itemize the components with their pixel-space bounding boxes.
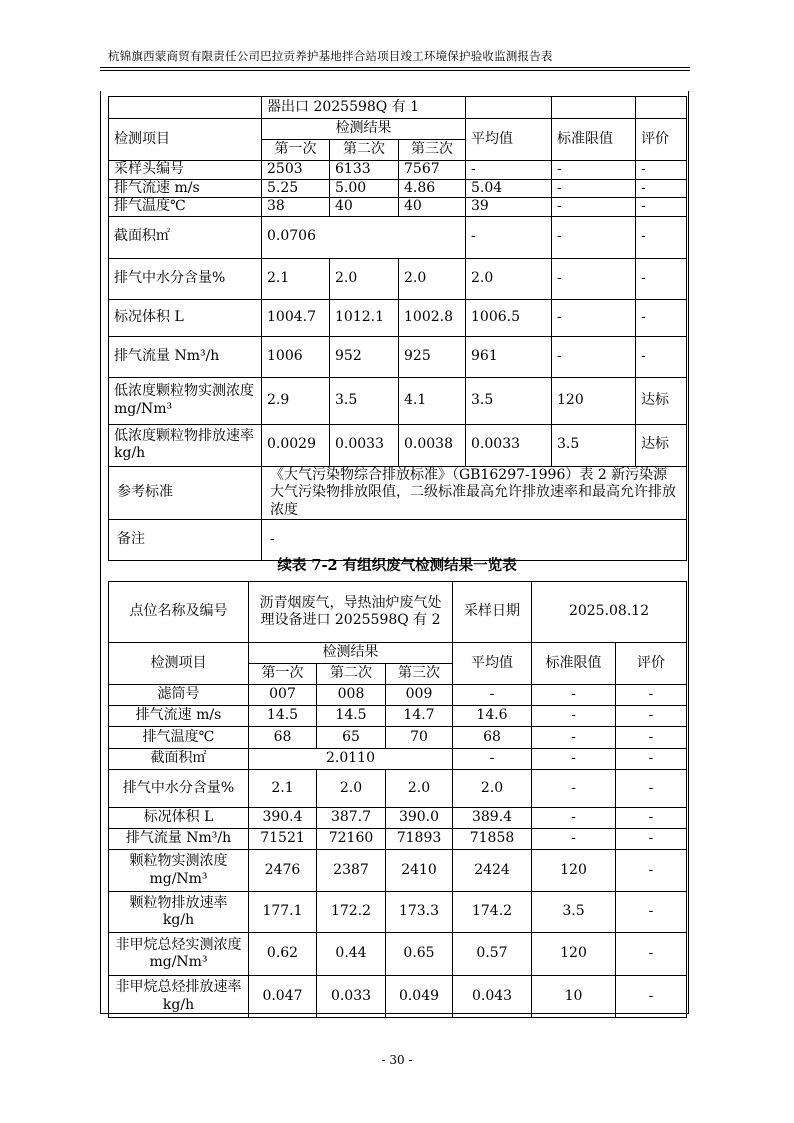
table-row xyxy=(109,727,687,749)
run-3-value: 009 xyxy=(386,685,453,706)
run-2-value: 2387 xyxy=(317,850,386,892)
avg-value: - xyxy=(453,749,532,770)
row-label: 排气温度℃ xyxy=(109,727,249,749)
run-2-value: 5.00 xyxy=(330,179,399,198)
avg-value: 14.6 xyxy=(453,706,532,727)
t1-header-eval: 评价 xyxy=(636,119,687,161)
table-row xyxy=(109,377,687,424)
run-2-value: 0.033 xyxy=(317,976,386,1018)
limit-value: - xyxy=(532,808,616,829)
eval-value: - xyxy=(636,179,687,198)
t2-header-limit: 标准限值 xyxy=(532,643,616,685)
avg-value: 2424 xyxy=(453,850,532,892)
avg-value: 1006.5 xyxy=(466,299,552,336)
avg-value: 0.57 xyxy=(453,933,532,976)
avg-value: 174.2 xyxy=(453,892,532,933)
row-label: 排气流速 m/s xyxy=(109,706,249,727)
t1-point-continued: 器出口 2025598Q 有 1 xyxy=(262,97,466,119)
run-1-value: 2476 xyxy=(249,850,317,892)
table-row xyxy=(109,892,687,933)
limit-value: 120 xyxy=(532,850,616,892)
avg-value: 5.04 xyxy=(466,179,552,198)
table-row xyxy=(109,336,687,377)
row-label: 排气流量 Nm³/h xyxy=(109,829,249,850)
run-3-value: 70 xyxy=(386,727,453,749)
row-label: 排气中水分含量% xyxy=(109,258,262,299)
table-row xyxy=(109,706,687,727)
table-row xyxy=(109,808,687,829)
run-1-value: 5.25 xyxy=(262,179,330,198)
eval-value: - xyxy=(636,299,687,336)
run-3-value: 4.86 xyxy=(399,179,466,198)
table-caption: 续表 7-2 有组织废气检测结果一览表 xyxy=(277,557,517,574)
run-1-value: 1004.7 xyxy=(262,299,330,336)
row-label: 采样头编号 xyxy=(109,161,262,180)
table-row xyxy=(109,770,687,808)
eval-value: - xyxy=(616,749,687,770)
limit-value: 120 xyxy=(532,933,616,976)
limit-value: - xyxy=(532,770,616,808)
avg-value: - xyxy=(466,161,552,180)
t2-date-label: 采样日期 xyxy=(453,582,532,643)
avg-value: 961 xyxy=(466,336,552,377)
eval-value: - xyxy=(616,706,687,727)
row-label: 非甲烷总烃排放速率 kg/h xyxy=(109,976,249,1018)
row-label: 滤筒号 xyxy=(109,685,249,706)
run-3-value: 1002.8 xyxy=(399,299,466,336)
run-3-value: 2.0 xyxy=(386,770,453,808)
avg-value: 68 xyxy=(453,727,532,749)
run-1-value: 0.0029 xyxy=(262,424,330,466)
run-2-value: 65 xyxy=(317,727,386,749)
run-3-value: 0.0038 xyxy=(399,424,466,466)
row-label: 低浓度颗粒物实测浓度 mg/Nm³ xyxy=(109,377,262,424)
run-1-value: 0.62 xyxy=(249,933,317,976)
eval-value: - xyxy=(616,808,687,829)
run-1-value: 68 xyxy=(249,727,317,749)
limit-value: - xyxy=(552,336,636,377)
run-3-value: 925 xyxy=(399,336,466,377)
run-2-value: 1012.1 xyxy=(330,299,399,336)
row-label: 排气流速 m/s xyxy=(109,179,262,198)
t2-date-value: 2025.08.12 xyxy=(532,582,687,643)
run-2-value: 0.0033 xyxy=(330,424,399,466)
run-2-value: 72160 xyxy=(317,829,386,850)
t1-header-results: 检测结果 xyxy=(262,119,466,140)
eval-value: - xyxy=(616,976,687,1018)
note-text: - xyxy=(262,520,687,561)
limit-value: - xyxy=(552,161,636,180)
t1-top-eval-cell xyxy=(636,97,687,119)
limit-value: - xyxy=(552,216,636,258)
avg-value: 0.043 xyxy=(453,976,532,1018)
run-2-value: 14.5 xyxy=(317,706,386,727)
run-2-value: 0.44 xyxy=(317,933,386,976)
run-3-value: 0.65 xyxy=(386,933,453,976)
run-3-value: 71893 xyxy=(386,829,453,850)
run-3-value: 4.1 xyxy=(399,377,466,424)
limit-value: - xyxy=(532,829,616,850)
limit-value: - xyxy=(532,727,616,749)
t1-top-avg-cell xyxy=(466,97,552,119)
table-row xyxy=(109,198,687,217)
table-row xyxy=(109,424,687,466)
table-row xyxy=(109,161,687,180)
eval-value: - xyxy=(616,829,687,850)
run-3-value: 173.3 xyxy=(386,892,453,933)
area-value: 2.0110 xyxy=(249,749,453,770)
table-row xyxy=(109,850,687,892)
eval-value: 达标 xyxy=(636,424,687,466)
table-row xyxy=(109,933,687,976)
note-label: 备注 xyxy=(109,520,262,561)
t1-header-run-1: 第一次 xyxy=(262,140,330,161)
run-3-value: 0.049 xyxy=(386,976,453,1018)
row-label: 非甲烷总烃实测浓度 mg/Nm³ xyxy=(109,933,249,976)
eval-value: - xyxy=(636,216,687,258)
t2-header-run-3: 第三次 xyxy=(386,664,453,685)
table-row xyxy=(109,976,687,1018)
run-1-value: 2.1 xyxy=(249,770,317,808)
limit-value: 3.5 xyxy=(552,424,636,466)
t1-top-limit-cell xyxy=(552,97,636,119)
run-1-value: 177.1 xyxy=(249,892,317,933)
eval-value: - xyxy=(616,727,687,749)
t2-header-avg: 平均值 xyxy=(453,643,532,685)
run-2-value: 2.0 xyxy=(330,258,399,299)
report-header-title: 杭锦旗西蒙商贸有限责任公司巴拉贡养护基地拌合站项目竣工环境保护验收监测报告表 xyxy=(108,49,553,63)
table-emission-results-1 xyxy=(108,96,687,561)
run-2-value: 6133 xyxy=(330,161,399,180)
limit-value: 120 xyxy=(552,377,636,424)
t2-point-label: 点位名称及编号 xyxy=(109,582,249,643)
t2-point-value: 沥青烟废气，导热油炉废气处理设备进口 2025598Q 有 2 xyxy=(249,582,453,643)
row-label: 截面积㎡ xyxy=(109,216,262,258)
limit-value: 10 xyxy=(532,976,616,1018)
run-1-value: 0.047 xyxy=(249,976,317,1018)
page-number: - 30 - xyxy=(381,1053,413,1067)
avg-value: - xyxy=(453,685,532,706)
avg-value: 0.0033 xyxy=(466,424,552,466)
row-label: 标况体积 L xyxy=(109,299,262,336)
run-1-value: 2.9 xyxy=(262,377,330,424)
run-3-value: 390.0 xyxy=(386,808,453,829)
run-3-value: 7567 xyxy=(399,161,466,180)
t1-header-avg: 平均值 xyxy=(466,119,552,161)
reference-label: 参考标准 xyxy=(109,466,262,520)
run-1-value: 2.1 xyxy=(262,258,330,299)
run-1-value: 1006 xyxy=(262,336,330,377)
eval-value: - xyxy=(616,770,687,808)
eval-value: - xyxy=(636,258,687,299)
run-1-value: 38 xyxy=(262,198,330,217)
header-rule-thin xyxy=(100,70,690,71)
run-2-value: 387.7 xyxy=(317,808,386,829)
table-row xyxy=(109,258,687,299)
table-row-area xyxy=(109,749,687,770)
row-label: 截面积㎡ xyxy=(109,749,249,770)
row-label: 排气温度℃ xyxy=(109,198,262,217)
eval-value: 达标 xyxy=(636,377,687,424)
avg-value: 2.0 xyxy=(466,258,552,299)
run-2-value: 3.5 xyxy=(330,377,399,424)
table-row xyxy=(109,179,687,198)
run-2-value: 2.0 xyxy=(317,770,386,808)
run-1-value: 007 xyxy=(249,685,317,706)
eval-value: - xyxy=(616,850,687,892)
limit-value: - xyxy=(532,685,616,706)
limit-value: - xyxy=(532,706,616,727)
table-row xyxy=(109,685,687,706)
t2-header-run-1: 第一次 xyxy=(249,664,317,685)
eval-value: - xyxy=(616,685,687,706)
t1-top-left-cell xyxy=(109,97,262,119)
limit-value: - xyxy=(532,749,616,770)
run-3-value: 2.0 xyxy=(399,258,466,299)
avg-value: 71858 xyxy=(453,829,532,850)
avg-value: 39 xyxy=(466,198,552,217)
t2-header-run-2: 第二次 xyxy=(317,664,386,685)
eval-value: - xyxy=(636,198,687,217)
t1-header-run-2: 第二次 xyxy=(330,140,399,161)
run-2-value: 008 xyxy=(317,685,386,706)
table-row xyxy=(109,829,687,850)
avg-value: 3.5 xyxy=(466,377,552,424)
row-label: 排气流量 Nm³/h xyxy=(109,336,262,377)
t1-header-limit: 标准限值 xyxy=(552,119,636,161)
run-1-value: 71521 xyxy=(249,829,317,850)
t1-header-item: 检测项目 xyxy=(109,119,262,161)
header-rule xyxy=(100,67,690,68)
run-1-value: 2503 xyxy=(262,161,330,180)
run-2-value: 952 xyxy=(330,336,399,377)
t2-header-eval: 评价 xyxy=(616,643,687,685)
limit-value: - xyxy=(552,198,636,217)
run-3-value: 2410 xyxy=(386,850,453,892)
table-row-area xyxy=(109,216,687,258)
row-label: 颗粒物实测浓度 mg/Nm³ xyxy=(109,850,249,892)
reference-text: 《大气污染物综合排放标准》（GB16297-1996）表 2 新污染源大气污染物排放限值，二级标准最高允许排放速率和最高允许排放浓度 xyxy=(262,466,687,520)
row-label: 颗粒物排放速率 kg/h xyxy=(109,892,249,933)
eval-value: - xyxy=(616,892,687,933)
area-value: 0.0706 xyxy=(262,216,466,258)
avg-value: 2.0 xyxy=(453,770,532,808)
table-row xyxy=(109,299,687,336)
run-1-value: 14.5 xyxy=(249,706,317,727)
t2-header-results: 检测结果 xyxy=(249,643,453,664)
avg-value: - xyxy=(466,216,552,258)
limit-value: - xyxy=(552,299,636,336)
run-2-value: 40 xyxy=(330,198,399,217)
limit-value: 3.5 xyxy=(532,892,616,933)
limit-value: - xyxy=(552,179,636,198)
eval-value: - xyxy=(636,336,687,377)
avg-value: 389.4 xyxy=(453,808,532,829)
row-label: 低浓度颗粒物排放速率 kg/h xyxy=(109,424,262,466)
run-3-value: 40 xyxy=(399,198,466,217)
t1-header-run-3: 第三次 xyxy=(399,140,466,161)
t2-header-item: 检测项目 xyxy=(109,643,249,685)
row-label: 排气中水分含量% xyxy=(109,770,249,808)
eval-value: - xyxy=(616,933,687,976)
row-label: 标况体积 L xyxy=(109,808,249,829)
run-3-value: 14.7 xyxy=(386,706,453,727)
table-row-reference xyxy=(109,466,687,520)
eval-value: - xyxy=(636,161,687,180)
run-2-value: 172.2 xyxy=(317,892,386,933)
table-emission-results-2 xyxy=(108,581,687,1018)
limit-value: - xyxy=(552,258,636,299)
run-1-value: 390.4 xyxy=(249,808,317,829)
